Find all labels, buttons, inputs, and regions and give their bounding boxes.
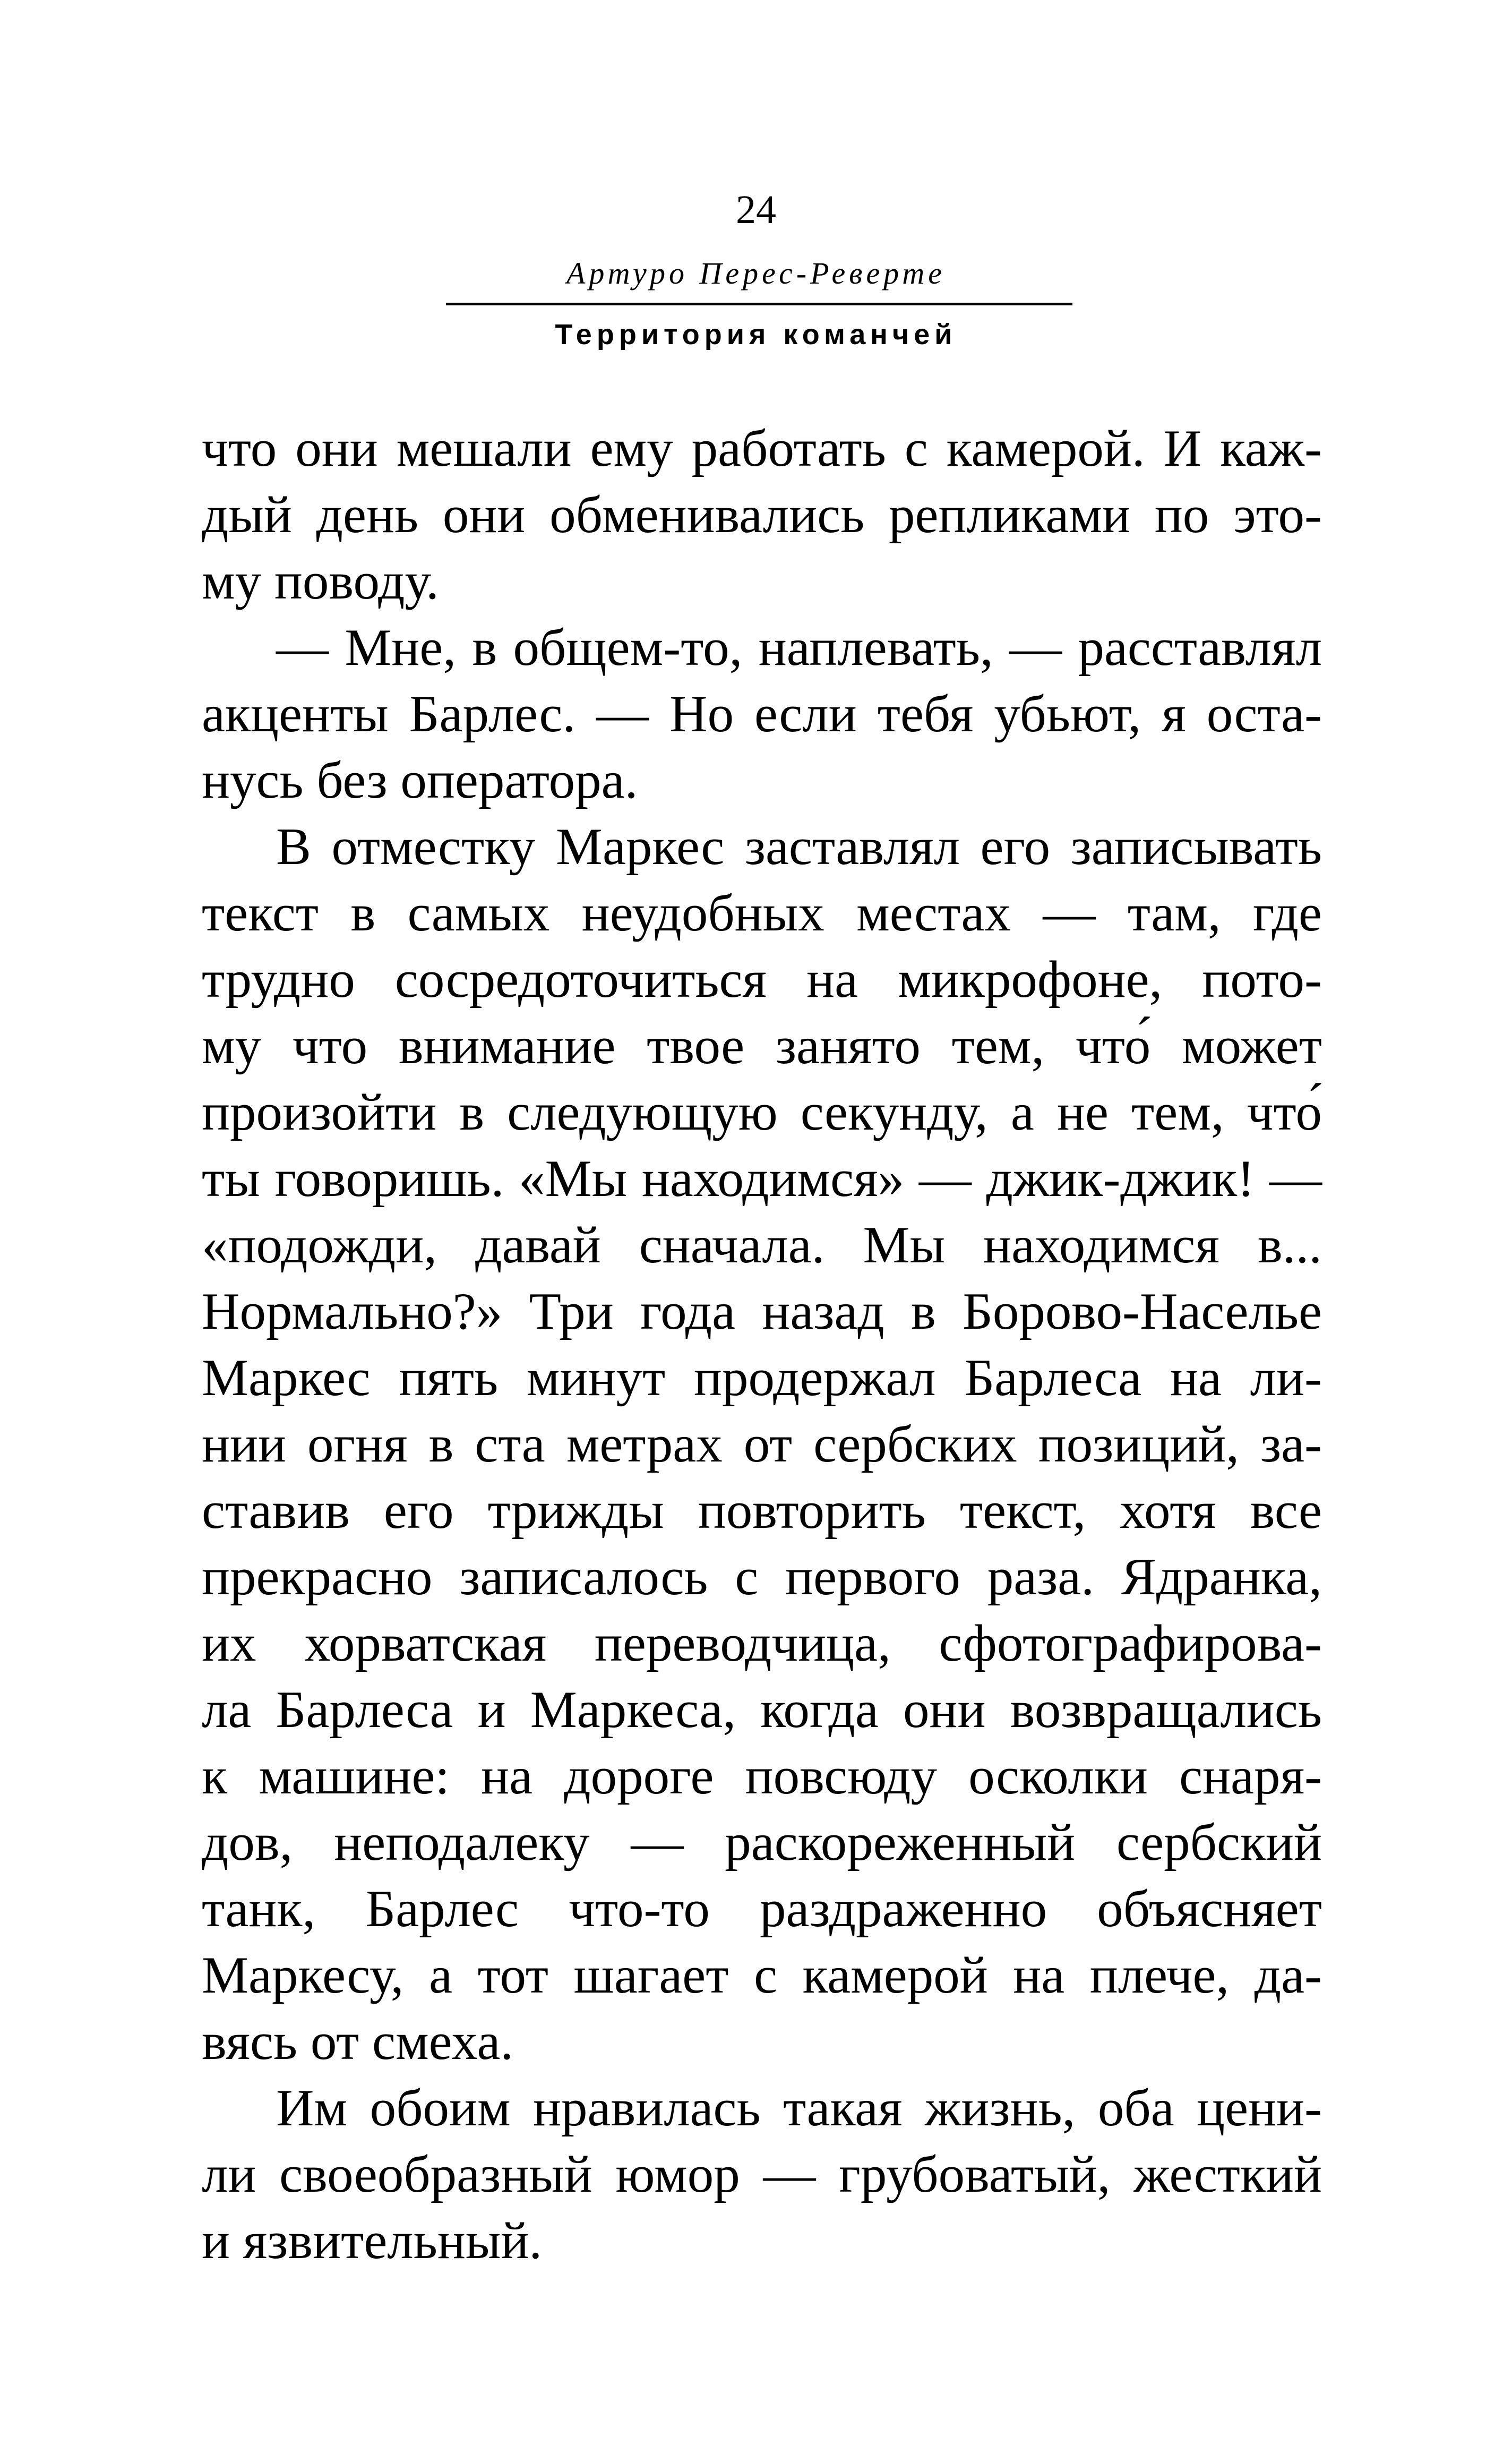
text-line: ла Барлеса и Маркеса, когда они возвращались [202, 1681, 1322, 1739]
text-line: что они мешали ему работать с камерой. И каж- [202, 420, 1322, 477]
text-line: и язвительный. [202, 2212, 543, 2270]
text-line: му поводу. [202, 552, 439, 610]
running-head-author: Артуро Перес-Реверте [566, 256, 946, 290]
text-line: — Мне, в общем-то, наплевать, — расставлял [276, 619, 1322, 677]
page-number: 24 [736, 187, 776, 232]
text-line: их хорватская переводчица, сфотографирова- [202, 1614, 1322, 1672]
text-line: произойти в следующую секунду, а не тем, что́ [202, 1083, 1322, 1141]
text-line: Нормально?» Три года назад в Борово-Населье [202, 1283, 1322, 1340]
text-line: нусь без оператора. [202, 751, 638, 809]
text-line: текст в самых неудобных местах — там, где [202, 884, 1322, 942]
text-line: му что внимание твое занято тем, что́ может [202, 1017, 1322, 1075]
header-rule [446, 303, 1072, 305]
text-line: дов, неподалеку — раскореженный сербский [202, 1814, 1322, 1871]
running-head-title: Территория команчей [555, 319, 957, 351]
text-line: Маркесу, а тот шагает с камерой на плече, да- [202, 1946, 1322, 2004]
text-line: вясь от смеха. [202, 2013, 514, 2071]
body-text [202, 415, 1322, 2274]
text-line: ли своеобразный юмор — грубоватый, жесткий [202, 2146, 1322, 2203]
text-line: трудно сосредоточиться на микрофоне, пото- [202, 951, 1322, 1008]
text-line: дый день они обменивались репликами по это- [202, 486, 1322, 544]
text-line: танк, Барлес что-то раздраженно объясняет [202, 1880, 1322, 1938]
text-line: Маркес пять минут продержал Барлеса на ли- [202, 1349, 1322, 1407]
text-line: ты говоришь. «Мы находимся» — джик-джик! — [202, 1150, 1322, 1208]
text-line: к машине: на дороге повсюду осколки снаря- [202, 1747, 1322, 1805]
text-line: «подожди, давай сначала. Мы находимся в... [202, 1216, 1322, 1274]
text-line: В отместку Маркес заставлял его записывать [276, 818, 1322, 876]
text-line: акценты Барлес. — Но если тебя убьют, я оста- [202, 685, 1322, 743]
text-line: ставив его трижды повторить текст, хотя все [202, 1482, 1322, 1540]
text-line: прекрасно записалось с первого раза. Ядранка, [202, 1548, 1322, 1606]
text-line: нии огня в ста метрах от сербских позиций, за- [202, 1415, 1322, 1473]
text-line: Им обоим нравилась такая жизнь, оба цени- [276, 2079, 1322, 2137]
